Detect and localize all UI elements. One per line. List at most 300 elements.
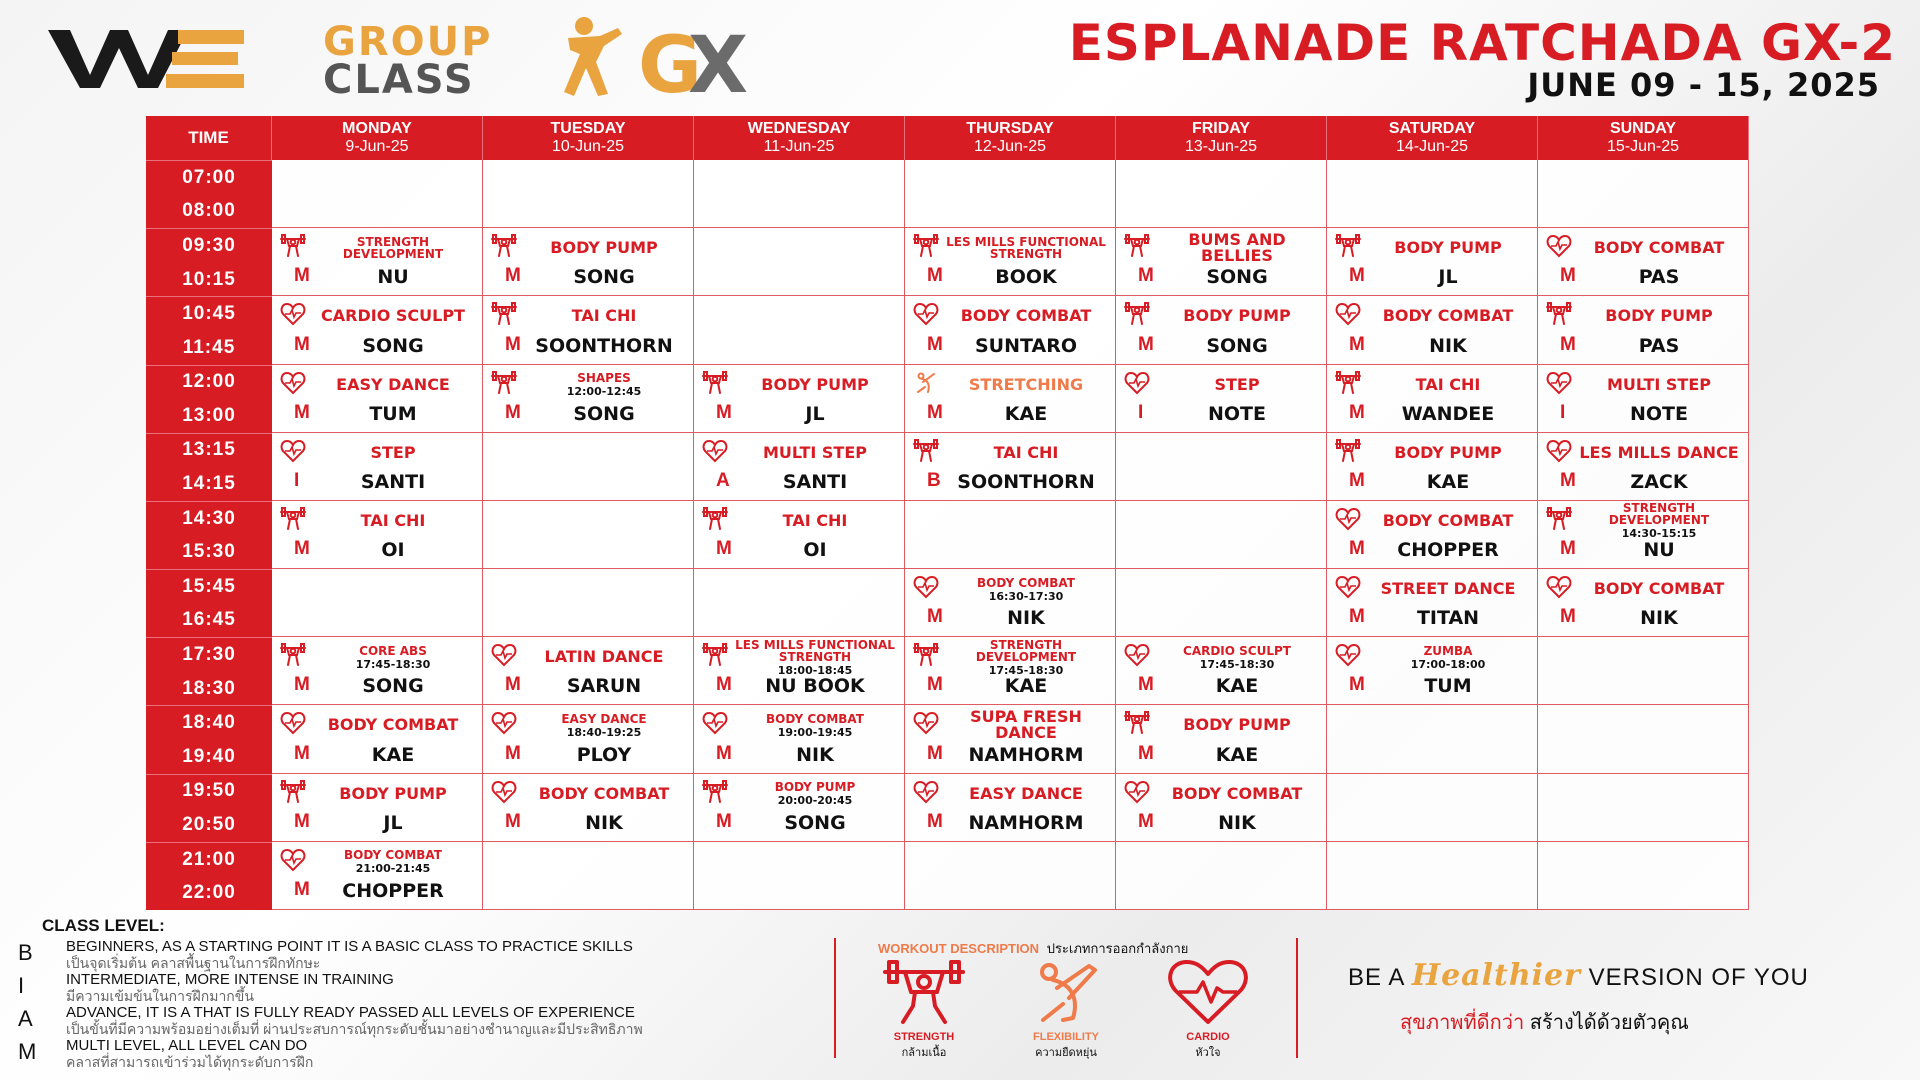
slot-end-time: 19:40 — [182, 745, 236, 767]
level-desc-th: เป็นขั้นที่มีความพร้อมอย่างเต็มที่ ผ่านประสบการณ์ทุกระดับชั้นมาอย่างชำนาญและมีประสิทธิภาพ — [66, 1021, 643, 1037]
workout-label-en: FLEXIBILITY — [1033, 1031, 1099, 1043]
instructor-name: SONG — [784, 811, 846, 834]
cardio-icon — [1124, 371, 1150, 395]
strength-icon — [491, 302, 517, 326]
class-name-box — [519, 709, 689, 741]
class-name: MULTI STEP — [1607, 374, 1711, 394]
instructor-name: SONG — [362, 675, 424, 698]
class-name: LATIN DANCE — [544, 647, 664, 667]
cardio-icon — [1165, 958, 1251, 1026]
class-name-box — [308, 846, 478, 878]
strength-icon — [913, 439, 939, 463]
slogan-post: VERSION OF YOU — [1580, 964, 1809, 991]
empty-cell — [694, 569, 905, 637]
class-name: BODY COMBAT — [538, 783, 670, 803]
empty-cell — [272, 569, 483, 637]
class-name-box — [1152, 232, 1322, 264]
class-cell[interactable] — [694, 365, 905, 433]
strength-icon — [491, 234, 517, 258]
instructor-name: NU — [377, 266, 409, 289]
class-level: M — [927, 742, 943, 764]
instructor-name: ZACK — [1630, 470, 1688, 493]
empty-cell — [1116, 569, 1327, 637]
class-time: 17:45-18:30 — [988, 663, 1064, 677]
class-level: M — [1349, 606, 1365, 628]
cardio-icon — [1124, 780, 1150, 804]
class-name: BODY COMBAT — [1382, 306, 1514, 326]
logo-group-text: GROUP — [323, 19, 493, 65]
class-cell[interactable] — [1538, 365, 1749, 433]
time-slot — [146, 228, 272, 296]
class-name-box — [730, 369, 900, 401]
time-slot — [146, 569, 272, 637]
cardio-icon — [280, 439, 306, 463]
class-time: 18:40-19:25 — [566, 725, 642, 739]
class-name-box — [730, 437, 900, 469]
class-cell[interactable] — [1538, 228, 1749, 296]
class-name-box — [1363, 232, 1533, 264]
instructor-name: JL — [1438, 266, 1458, 289]
class-cell[interactable] — [905, 637, 1116, 705]
class-cell[interactable] — [1327, 637, 1538, 705]
class-cell[interactable] — [694, 637, 905, 705]
class-name: BODY PUMP — [550, 238, 658, 258]
class-cell[interactable] — [905, 774, 1116, 842]
svg-text:G: G — [638, 21, 703, 104]
class-cell[interactable] — [1116, 774, 1327, 842]
class-name: EASY DANCE — [969, 783, 1083, 803]
slot-end-time: 18:30 — [182, 677, 236, 699]
day-header — [905, 116, 1116, 160]
class-name-box — [1363, 300, 1533, 332]
class-level: M — [716, 401, 732, 423]
slot-start-time: 09:30 — [182, 234, 236, 256]
class-cell[interactable] — [905, 569, 1116, 637]
time-slot — [146, 160, 272, 228]
class-cell[interactable] — [694, 705, 905, 773]
empty-cell — [1327, 160, 1538, 228]
day-date: 13-Jun-25 — [1184, 138, 1258, 155]
day-header — [1116, 116, 1327, 160]
strength-icon — [702, 780, 728, 804]
class-name-box — [941, 300, 1111, 332]
slogan-th — [1400, 1006, 1689, 1038]
class-name-box — [1574, 232, 1744, 264]
instructor-name: NIK — [1007, 607, 1045, 630]
instructor-name: SOONTHORN — [535, 334, 673, 357]
strength-icon — [702, 371, 728, 395]
empty-cell — [483, 433, 694, 501]
class-name-box — [308, 300, 478, 332]
class-name: STRENGTH DEVELOPMENT — [1608, 501, 1710, 528]
time-slot — [146, 365, 272, 433]
level-desc-en: MULTI LEVEL, ALL LEVEL CAN DO — [66, 1037, 308, 1054]
instructor-name: KAE — [371, 743, 415, 766]
class-name-box — [730, 709, 900, 741]
class-name-box — [519, 232, 689, 264]
time-header-label: TIME — [188, 128, 229, 148]
class-cell[interactable] — [1327, 228, 1538, 296]
workout-label-en: STRENGTH — [893, 1031, 955, 1043]
class-name-box — [941, 709, 1111, 741]
cardio-icon — [913, 302, 939, 326]
class-cell[interactable] — [483, 296, 694, 364]
strength-icon — [280, 780, 306, 804]
class-name-box — [308, 369, 478, 401]
instructor-name: CHOPPER — [342, 879, 444, 902]
instructor-name: NAMHORM — [968, 743, 1084, 766]
class-cell[interactable] — [483, 228, 694, 296]
cardio-icon — [1335, 643, 1361, 667]
class-cell[interactable] — [1538, 433, 1749, 501]
class-name: BODY PUMP — [774, 780, 856, 795]
cardio-icon — [1546, 371, 1572, 395]
day-name: SUNDAY — [1609, 119, 1677, 137]
time-slot — [146, 296, 272, 364]
class-name-box — [1152, 641, 1322, 673]
instructor-name: SARUN — [566, 675, 642, 698]
class-name-box — [308, 778, 478, 810]
class-cell[interactable] — [694, 433, 905, 501]
instructor-name: PAS — [1638, 334, 1680, 357]
cardio-icon — [491, 643, 517, 667]
flexibility-icon — [1023, 958, 1109, 1026]
class-cell[interactable] — [1116, 296, 1327, 364]
class-time: 17:00-18:00 — [1410, 657, 1486, 671]
empty-cell — [1538, 774, 1749, 842]
instructor-name: NU BOOK — [765, 675, 865, 698]
cardio-icon — [280, 848, 306, 872]
class-level: M — [1349, 401, 1365, 423]
time-slot — [146, 842, 272, 910]
strength-icon — [1546, 302, 1572, 326]
class-cell[interactable] — [905, 433, 1116, 501]
cardio-icon — [702, 711, 728, 735]
class-name-box — [1152, 709, 1322, 741]
class-name: SHAPES — [577, 371, 631, 386]
workout-item-flexibility — [1016, 958, 1116, 1061]
empty-cell — [1538, 160, 1749, 228]
class-name: ZUMBA — [1423, 643, 1473, 658]
class-name-box — [519, 369, 689, 401]
class-name: STRENGTH DEVELOPMENT — [342, 235, 444, 262]
class-cell[interactable] — [1116, 365, 1327, 433]
time-slot — [146, 433, 272, 501]
class-cell[interactable] — [1327, 365, 1538, 433]
class-level: M — [294, 333, 310, 355]
class-level: M — [716, 810, 732, 832]
instructor-name: NIK — [796, 743, 834, 766]
instructor-name: JL — [383, 811, 403, 834]
instructor-name: NIK — [1218, 811, 1256, 834]
class-name-box — [519, 778, 689, 810]
workout-item-strength — [874, 958, 974, 1061]
class-cell[interactable] — [1538, 296, 1749, 364]
class-cell[interactable] — [1327, 501, 1538, 569]
empty-cell — [694, 160, 905, 228]
empty-cell — [1116, 501, 1327, 569]
class-level: M — [294, 674, 310, 696]
class-name: TAI CHI — [360, 510, 426, 530]
class-time: 20:00-20:45 — [777, 794, 853, 808]
class-level: M — [1138, 333, 1154, 355]
instructor-name: SONG — [573, 266, 635, 289]
instructor-name: NIK — [1640, 607, 1678, 630]
class-name: BODY COMBAT — [1593, 238, 1725, 258]
day-date: 12-Jun-25 — [973, 138, 1047, 155]
class-level: M — [1349, 674, 1365, 696]
instructor-name: PLOY — [576, 743, 632, 766]
class-cell[interactable] — [483, 365, 694, 433]
class-name-box — [1152, 778, 1322, 810]
empty-cell — [483, 569, 694, 637]
class-name: MULTI STEP — [763, 442, 867, 462]
class-level-legend — [18, 916, 818, 1068]
level-desc-en: BEGINNERS, AS A STARTING POINT IT IS A BASIC CLASS TO PRACTICE SKILLS — [66, 938, 633, 955]
class-cell[interactable] — [483, 705, 694, 773]
class-cell[interactable] — [694, 774, 905, 842]
class-cell[interactable] — [272, 842, 483, 910]
class-level: M — [294, 810, 310, 832]
instructor-name: SONG — [573, 402, 635, 425]
strength-icon — [1124, 711, 1150, 735]
instructor-name: OI — [803, 539, 827, 562]
class-time: 16:30-17:30 — [988, 589, 1064, 603]
instructor-name: TUM — [1424, 675, 1472, 698]
slot-end-time: 22:00 — [182, 882, 236, 904]
class-time: 18:00-18:45 — [777, 663, 853, 677]
cardio-icon — [702, 439, 728, 463]
strength-icon — [881, 958, 967, 1026]
class-level: M — [716, 538, 732, 560]
class-name: BODY COMBAT — [766, 711, 864, 726]
class-cell[interactable] — [694, 501, 905, 569]
instructor-name: PAS — [1638, 266, 1680, 289]
class-cell[interactable] — [905, 228, 1116, 296]
we-logo-icon — [48, 20, 248, 90]
day-name: MONDAY — [342, 119, 412, 137]
workout-item-cardio — [1158, 958, 1258, 1061]
class-name-box — [730, 505, 900, 537]
strength-icon — [1124, 234, 1150, 258]
class-time: 19:00-19:45 — [777, 725, 853, 739]
class-cell[interactable] — [272, 296, 483, 364]
class-name: TAI CHI — [1415, 374, 1481, 394]
class-time: 17:45-18:30 — [355, 657, 431, 671]
cardio-icon — [491, 780, 517, 804]
strength-icon — [1124, 302, 1150, 326]
class-cell[interactable] — [1327, 569, 1538, 637]
level-row-advance — [18, 1002, 818, 1035]
level-letter: A — [18, 1006, 33, 1031]
cardio-icon — [913, 711, 939, 735]
class-level: M — [1349, 538, 1365, 560]
level-letter: M — [18, 1039, 37, 1064]
class-name: STRENGTH DEVELOPMENT — [975, 637, 1077, 664]
class-name-box — [941, 437, 1111, 469]
workout-title-en: WORKOUT DESCRIPTION — [878, 941, 1040, 956]
slot-end-time: 10:15 — [182, 268, 236, 290]
class-time: 17:45-18:30 — [1199, 657, 1275, 671]
class-cell[interactable] — [1538, 501, 1749, 569]
slot-start-time: 19:50 — [182, 780, 236, 802]
class-cell[interactable] — [272, 501, 483, 569]
cardio-icon — [1335, 302, 1361, 326]
instructor-name: KAE — [1004, 675, 1048, 698]
class-name-box — [308, 641, 478, 673]
class-cell[interactable] — [483, 774, 694, 842]
class-cell[interactable] — [1116, 228, 1327, 296]
instructor-name: SONG — [362, 334, 424, 357]
time-column-header — [146, 116, 272, 160]
class-name-box — [308, 232, 478, 264]
day-date: 15-Jun-25 — [1606, 138, 1680, 155]
slogan-en — [1348, 958, 1809, 993]
day-name: FRIDAY — [1191, 119, 1251, 137]
class-cell[interactable] — [1116, 637, 1327, 705]
class-name-box — [1363, 437, 1533, 469]
cardio-icon — [280, 302, 306, 326]
strength-icon — [1335, 439, 1361, 463]
class-time: 12:00-12:45 — [566, 385, 642, 399]
empty-cell — [483, 160, 694, 228]
day-date: 10-Jun-25 — [551, 138, 625, 155]
class-name: BUMS AND BELLIES — [1188, 230, 1286, 266]
time-slot — [146, 705, 272, 773]
workout-description — [834, 938, 1298, 1058]
class-name: BODY PUMP — [761, 374, 869, 394]
class-name-box — [1574, 300, 1744, 332]
day-date: 11-Jun-25 — [763, 138, 835, 155]
day-header — [694, 116, 905, 160]
class-name-box — [308, 505, 478, 537]
class-cell[interactable] — [272, 637, 483, 705]
class-name: STRETCHING — [968, 374, 1084, 394]
class-name-box — [1152, 300, 1322, 332]
class-name-box — [1152, 369, 1322, 401]
class-level: M — [1138, 810, 1154, 832]
empty-cell — [483, 501, 694, 569]
strength-icon — [913, 643, 939, 667]
class-cell[interactable] — [1327, 433, 1538, 501]
empty-cell — [905, 842, 1116, 910]
empty-cell — [1116, 842, 1327, 910]
class-name: SUPA FRESH DANCE — [970, 707, 1082, 743]
class-cell[interactable] — [272, 365, 483, 433]
class-name-box — [941, 232, 1111, 264]
flexibility-icon — [913, 371, 939, 395]
day-name: WEDNESDAY — [747, 119, 851, 137]
class-name: STREET DANCE — [1380, 579, 1516, 599]
class-level: I — [294, 469, 300, 491]
empty-cell — [483, 842, 694, 910]
class-cell[interactable] — [272, 774, 483, 842]
class-name: CARDIO SCULPT — [321, 306, 465, 326]
level-desc-en: ADVANCE, IT IS A THAT IS FULLY READY PASSED ALL LEVELS OF EXPERIENCE — [66, 1004, 635, 1021]
day-name: THURSDAY — [966, 119, 1054, 137]
class-cell[interactable] — [272, 228, 483, 296]
class-level: M — [505, 674, 521, 696]
day-header — [1538, 116, 1749, 160]
empty-cell — [905, 160, 1116, 228]
class-level: M — [1138, 265, 1154, 287]
class-cell[interactable] — [905, 705, 1116, 773]
class-name-box — [1574, 437, 1744, 469]
cardio-icon — [1335, 507, 1361, 531]
branch-title: ESPLANADE RATCHADA GX-2 — [1068, 14, 1896, 72]
class-level: I — [1560, 401, 1566, 423]
class-cell[interactable] — [272, 705, 483, 773]
slot-start-time: 10:45 — [182, 303, 236, 325]
class-cell[interactable] — [905, 296, 1116, 364]
slogan-accent: Healthier — [1411, 958, 1581, 993]
class-level: M — [927, 606, 943, 628]
class-cell[interactable] — [483, 637, 694, 705]
class-name-box — [308, 437, 478, 469]
class-level: M — [1349, 333, 1365, 355]
svg-text:X: X — [688, 21, 748, 104]
empty-cell — [694, 296, 905, 364]
empty-cell — [1327, 705, 1538, 773]
slot-start-time: 12:00 — [182, 371, 236, 393]
class-level: M — [1560, 469, 1576, 491]
cardio-icon — [1546, 575, 1572, 599]
slot-end-time: 15:30 — [182, 541, 236, 563]
class-name-box — [1363, 369, 1533, 401]
class-level: M — [1560, 265, 1576, 287]
level-desc-en: INTERMEDIATE, MORE INTENSE IN TRAINING — [66, 971, 394, 988]
cardio-icon — [491, 711, 517, 735]
class-cell[interactable] — [272, 433, 483, 501]
instructor-name: KAE — [1215, 675, 1259, 698]
empty-cell — [272, 160, 483, 228]
class-name: TAI CHI — [993, 442, 1059, 462]
class-cell[interactable] — [1538, 569, 1749, 637]
class-name: LES MILLS FUNCTIONAL STRENGTH — [735, 637, 895, 664]
strength-icon — [280, 234, 306, 258]
workout-label-th: กล้ามเนื้อ — [901, 1047, 947, 1059]
level-desc-th: เป็นจุดเริ่มต้น คลาสพื้นฐานในการฝึกทักษะ — [66, 955, 321, 971]
instructor-name: NIK — [585, 811, 623, 834]
class-level: M — [294, 401, 310, 423]
class-level: M — [1349, 265, 1365, 287]
class-name-box — [1574, 501, 1744, 541]
class-cell[interactable] — [905, 365, 1116, 433]
time-slot — [146, 637, 272, 705]
day-name: TUESDAY — [550, 119, 626, 137]
class-cell[interactable] — [1327, 296, 1538, 364]
class-level: M — [927, 810, 943, 832]
class-name: BODY COMBAT — [1171, 783, 1303, 803]
empty-cell — [1538, 705, 1749, 773]
class-level: M — [927, 401, 943, 423]
class-name: BODY PUMP — [1605, 306, 1713, 326]
instructor-name: NU — [1643, 539, 1675, 562]
class-name: BODY PUMP — [1394, 238, 1502, 258]
date-range: JUNE 09 - 15, 2025 — [1527, 66, 1880, 104]
empty-cell — [1116, 433, 1327, 501]
slogan-th-part2: สร้างได้ด้วยตัวคุณ — [1524, 1012, 1689, 1034]
class-name: STEP — [1214, 374, 1260, 394]
instructor-name: JL — [805, 402, 825, 425]
level-desc-th: มีความเข้มข้นในการฝึกมากขึ้น — [66, 988, 254, 1004]
level-letter: I — [18, 973, 25, 998]
class-name: BODY COMBAT — [1593, 579, 1725, 599]
class-cell[interactable] — [1116, 705, 1327, 773]
instructor-name: TUM — [369, 402, 417, 425]
class-level: M — [294, 538, 310, 560]
class-name-box — [941, 573, 1111, 605]
